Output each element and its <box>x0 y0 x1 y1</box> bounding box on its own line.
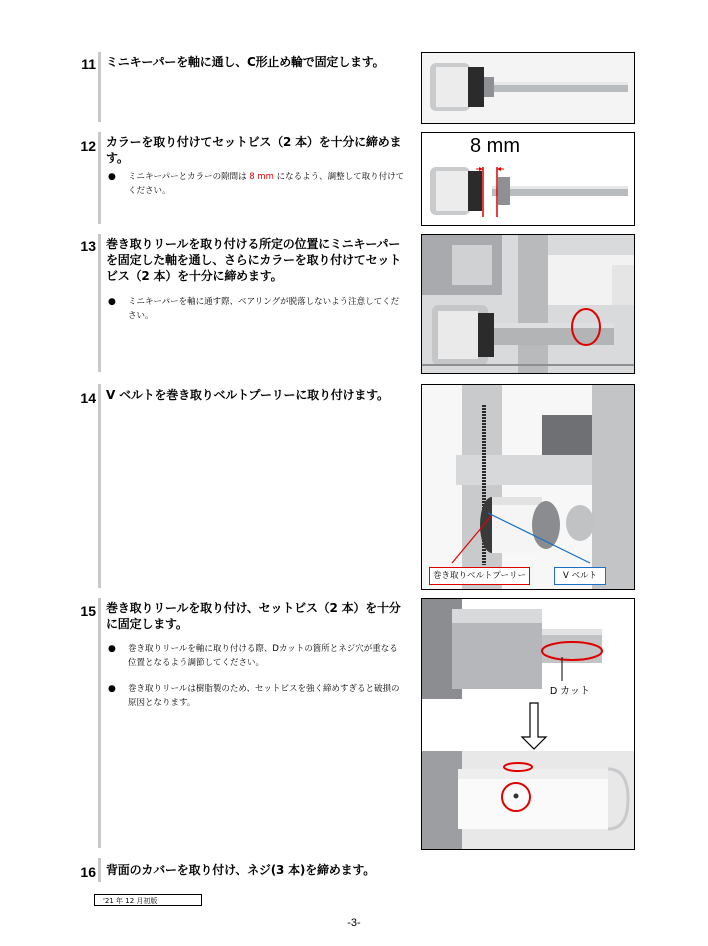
note-bullet <box>108 642 408 672</box>
step-title: 巻き取りリールを取り付ける所定の位置にミニキーパーを固定した軸を通し、さらにカラーを取り付けてセットビス（2 本）を十分に締めます。 <box>106 237 402 283</box>
note-text: ミニキーパーとカラーの隙間は <box>128 172 250 182</box>
photo-reel-dcut <box>421 598 635 850</box>
bullet-icon: ● <box>108 644 116 654</box>
bullet-icon: ● <box>108 684 116 694</box>
bullet-icon: ● <box>108 172 116 182</box>
note-text: になるよう、調整して取り付けてください。 <box>128 172 405 196</box>
gap-dimension-label: 8 mm <box>470 135 520 157</box>
note-text: 巻き取りリールを軸に取り付ける際、Dカットの箇所とネジ穴が重なる位置となるよう調節してください。 <box>128 644 398 668</box>
belt-callout-label: V ベルト <box>554 567 606 585</box>
photo-shaft-mount <box>421 234 635 374</box>
step-divider <box>98 598 101 848</box>
note-bullet <box>108 170 408 200</box>
note-text: 巻き取りリールは樹脂製のため、セットビスを強く締めすぎると破損の原因となります。 <box>128 684 400 708</box>
step-number: 13 <box>80 238 96 254</box>
gap-value: 8 mm <box>249 172 274 182</box>
step-number: 15 <box>80 603 96 619</box>
step-divider <box>98 858 101 882</box>
step-divider <box>98 132 101 224</box>
note-bullet <box>108 682 408 712</box>
step-number: 11 <box>81 56 96 72</box>
step-title: 巻き取りリールを取り付け、セットビス（2 本）を十分に固定します。 <box>106 601 401 631</box>
note-bullet <box>108 295 408 325</box>
bullet-icon: ● <box>108 297 116 307</box>
photo-collar-gap <box>421 132 635 226</box>
step-title: カラーを取り付けてセットビス（2 本）を十分に締めます。 <box>106 135 402 165</box>
photo-minikeeper-shaft <box>421 52 635 124</box>
edition-label: '21 年 12 月初版 <box>94 894 202 906</box>
dcut-callout-label: D カット <box>550 686 590 697</box>
page-number: -3- <box>347 917 361 929</box>
step-number: 12 <box>80 138 96 154</box>
step-divider <box>98 234 101 372</box>
pulley-callout-label: 巻き取りベルトプーリー <box>429 567 530 585</box>
step-title: V ベルトを巻き取りベルトプーリーに取り付けます。 <box>106 388 389 402</box>
step-number: 16 <box>80 864 96 880</box>
step-divider <box>98 384 101 588</box>
photo-belt-pulley <box>421 384 635 590</box>
step-divider <box>98 52 101 122</box>
note-text: ミニキーパーを軸に通す際、ベアリングが脱落しないよう注意してください。 <box>128 297 400 321</box>
step-title: ミニキーパーを軸に通し、C形止め輪で固定します。 <box>106 55 385 69</box>
step-number: 14 <box>80 390 96 406</box>
step-title: 背面のカバーを取り付け、ネジ(3 本)を締めます。 <box>106 863 376 877</box>
